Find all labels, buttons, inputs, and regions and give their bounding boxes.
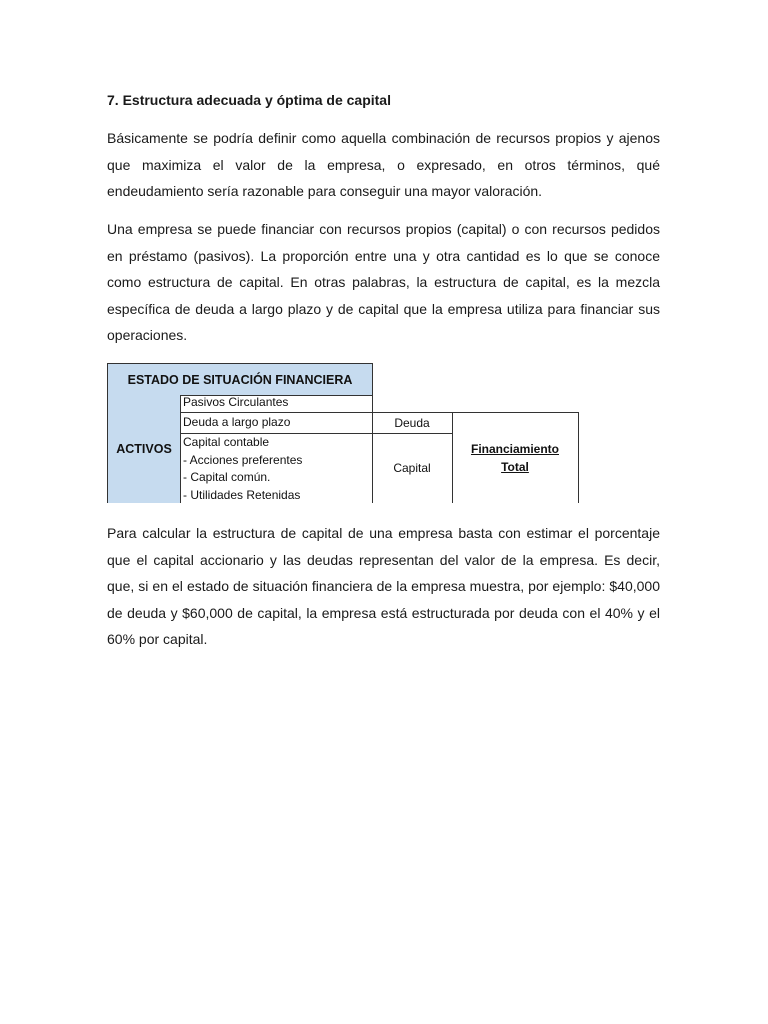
row-deuda-largo-plazo: Deuda a largo plazo bbox=[180, 412, 373, 434]
capital-line: - Acciones preferentes bbox=[183, 452, 303, 467]
financiamiento-total-cell bbox=[452, 412, 579, 503]
paragraph-financing: Una empresa se puede financiar con recursos propios (capital) o con recursos pedidos en préstamo (pasivos). La proporción entre una y otra cantidad es lo que se conoce como estructura de capital. En otras palabras, la estructura de capital, es la mezcla específica de deuda a largo plazo y de capital que la empresa utiliza para financiar sus operaciones. bbox=[107, 221, 660, 343]
table-title: ESTADO DE SITUACIÓN FINANCIERA bbox=[107, 363, 373, 396]
row-capital-contable bbox=[180, 433, 373, 503]
deuda-cell: Deuda bbox=[372, 412, 453, 434]
paragraph-calculation: Para calcular la estructura de capital de una empresa basta con estimar el porcentaje que el capital accionario y las deudas representan del valor de la empresa. Es decir, que, si en el estado de situación financiera de la empresa muestra, por ejemplo: $40,000 de deuda y $60,000 de capital, la empresa está estructurada por deuda con el 40% y el 60% por capital. bbox=[107, 525, 660, 647]
section-heading: 7. Estructura adecuada y óptima de capital bbox=[107, 92, 391, 108]
total-label: Total bbox=[501, 460, 529, 474]
financial-statement-table bbox=[107, 363, 579, 503]
capital-cell: Capital bbox=[372, 433, 453, 503]
row-pasivos-circulantes: Pasivos Circulantes bbox=[180, 395, 373, 413]
capital-line: - Capital común. bbox=[183, 470, 271, 484]
capital-line: - Utilidades Retenidas bbox=[183, 487, 301, 502]
paragraph-definition: Básicamente se podría definir como aquella combinación de recursos propios y ajenos que maximiza el valor de la empresa, o expresado, en otros términos, qué endeudamiento sería razonable para conseguir una mayor valoración. bbox=[107, 130, 660, 199]
capital-line: Capital contable bbox=[183, 435, 270, 449]
activos-label: ACTIVOS bbox=[107, 395, 181, 503]
financiamiento-label: Financiamiento bbox=[470, 442, 559, 456]
